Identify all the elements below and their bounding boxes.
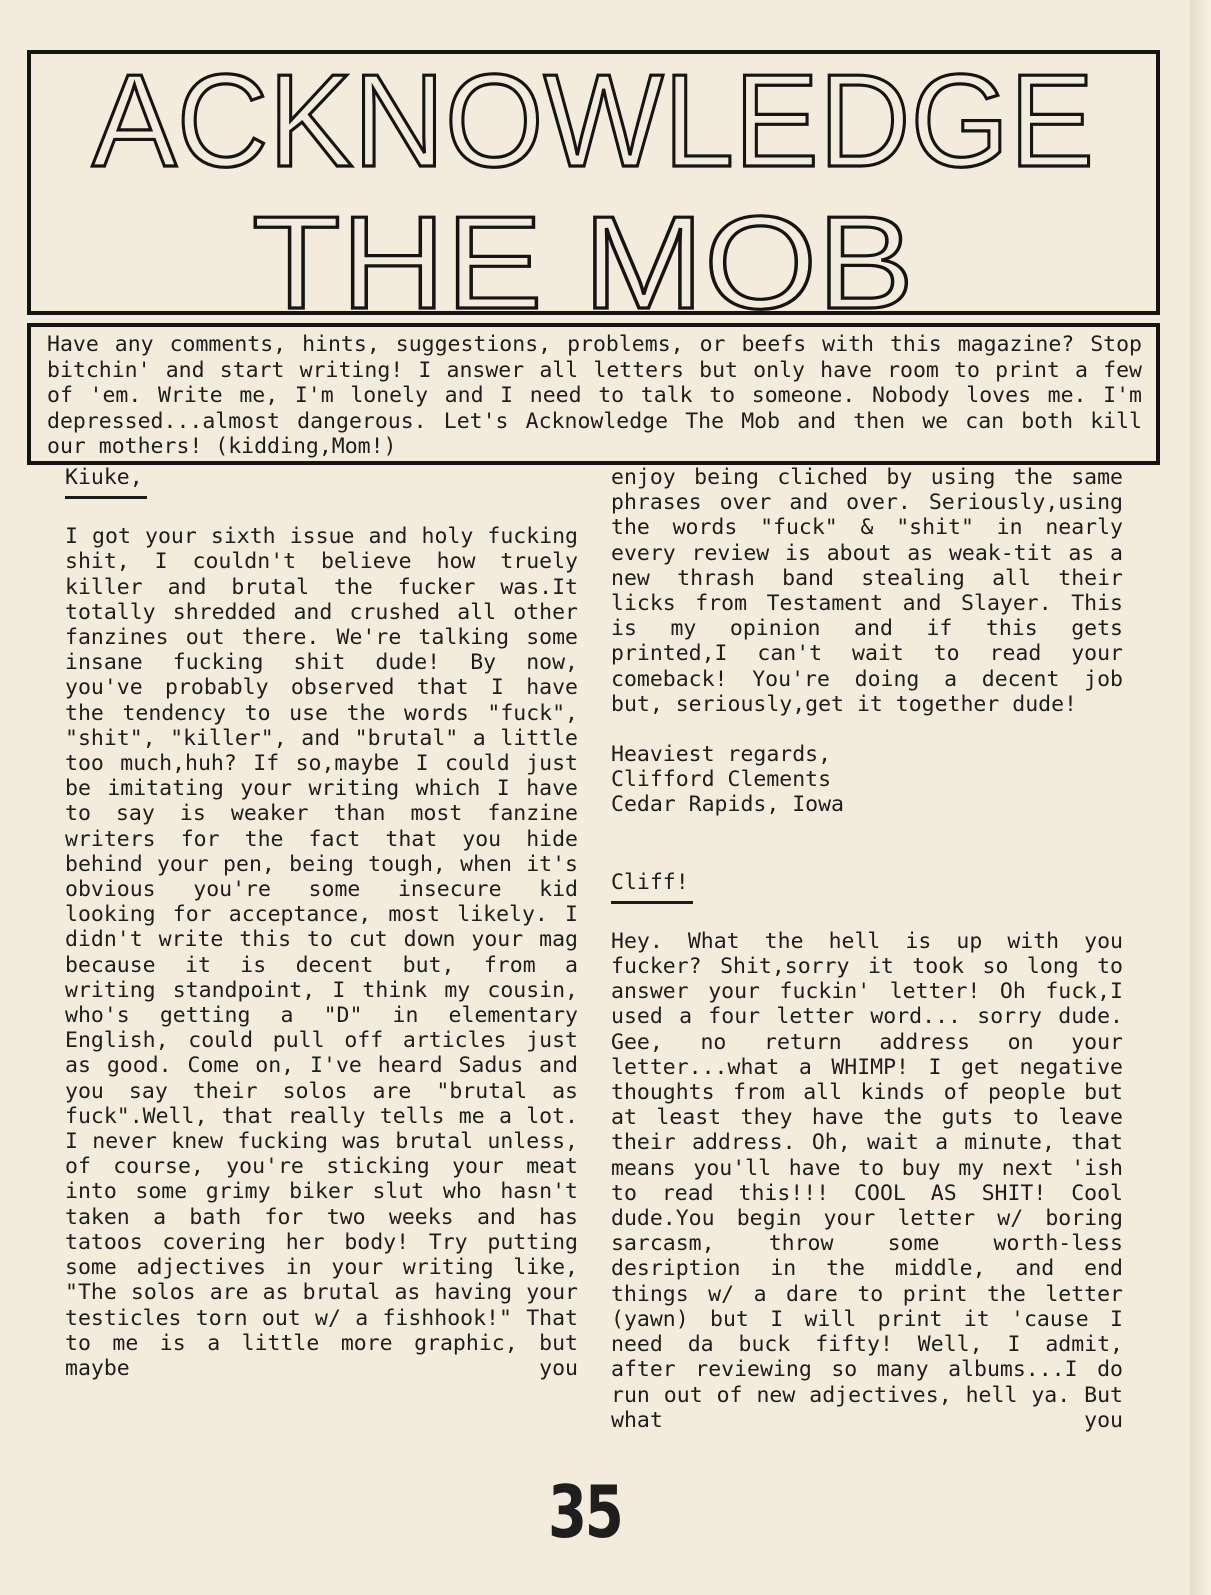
letter-signoff-2: Clifford Clements [611,767,832,793]
title-line-1: ACKNOWLEDGE [92,54,1094,194]
letter-signoff-3: Cedar Rapids, Iowa [611,792,844,818]
intro-text: Have any comments, hints, suggestions, problems, or beefs with this magazine? Stop bitchin' and start writing! I answer all letters but only have room to print a few of 'em. Write me, I'm lonely and I need to talk to someone. Nobody loves me. I'm depressed...almost dangerous. Let's Acknowledge The Mob and then we can both kill our mothers! (kidding,Mom!) [47,332,1142,459]
letter-body-right: enjoy being cliched by using the same phrases over and over. Seriously,using the words "fuck" & "shit" in nearly every review is about as weak-tit as a new thrash band stealing all their licks from Testament and Slayer. This is my opinion and if this gets printed,I can't wait to read your comeback! You're doing a decent job but, seriously,get it together dude! [611,465,1123,717]
title-graphic [31,54,1156,311]
reply-body: Hey. What the hell is up with you fucker? Shit,sorry it took so long to answer your fuckin' letter! Oh fuck,I used a four letter word... sorry dude. Gee, no return address on your letter...what a WHIMP! I get negative thoughts from all kinds of people but at least they have the guts to leave their address. Oh, wait a minute, that means you'll have to buy my next 'ish to read this!!! COOL AS SHIT! Cool dude.You begin your letter w/ boring sarcasm, throw some worth-less desription in the middle, and end things w/ a dare to print the letter (yawn) but I will print it 'cause I need da buck fifty! Well, I admit, after reviewing so many albums...I do run out of new adjectives, hell ya. But what you [611,928,1123,1433]
reply-salutation: Cliff! [611,870,693,904]
letter-column-left [65,465,578,1381]
letter-column-right [611,465,1123,1433]
title-banner [27,50,1160,315]
letter-signoff-1: Heaviest regards, [611,742,832,768]
title-line-2: THE MOB [252,189,914,311]
page-number: 35 [548,1470,622,1554]
letter-salutation: Kiuke, [65,465,147,499]
letter-body-left: I got your sixth issue and holy fucking shit, I couldn't believe how truely killer and brutal the fucker was.It totally shredded and crushed all other fanzines out there. We're talking some insane fucking shit dude! By now, you've probably observed that I have the tendency to use the words "fuck", "shit", "killer", and "brutal" a little too much,huh? If so,maybe I could just be imitating your writing which I have to say is weaker than most fanzine writers for the fact that you hide behind your pen, being tough, when it's obvious you're some insecure kid looking for acceptance, most likely. I didn't write this to cut down your mag because it is decent but, from a writing standpoint, I think my cousin, who's getting a "D" in elementary English, could pull off articles just as good. Come on, I've heard Sadus and you say their solos are "brutal as fuck".Well, that really tells me a lot. I never knew fucking was brutal unless, of course, you're sticking your meat into some grimy biker slut who hasn't taken a bath for two weeks and has tatoos covering her body! Try putting some adjectives in your writing like, "The solos are as brutal as having your testicles torn out w/ a fishhook!" That to me is a little more graphic, but maybe you [65,524,578,1381]
page-edge [1190,0,1211,1595]
intro-box [27,323,1160,465]
